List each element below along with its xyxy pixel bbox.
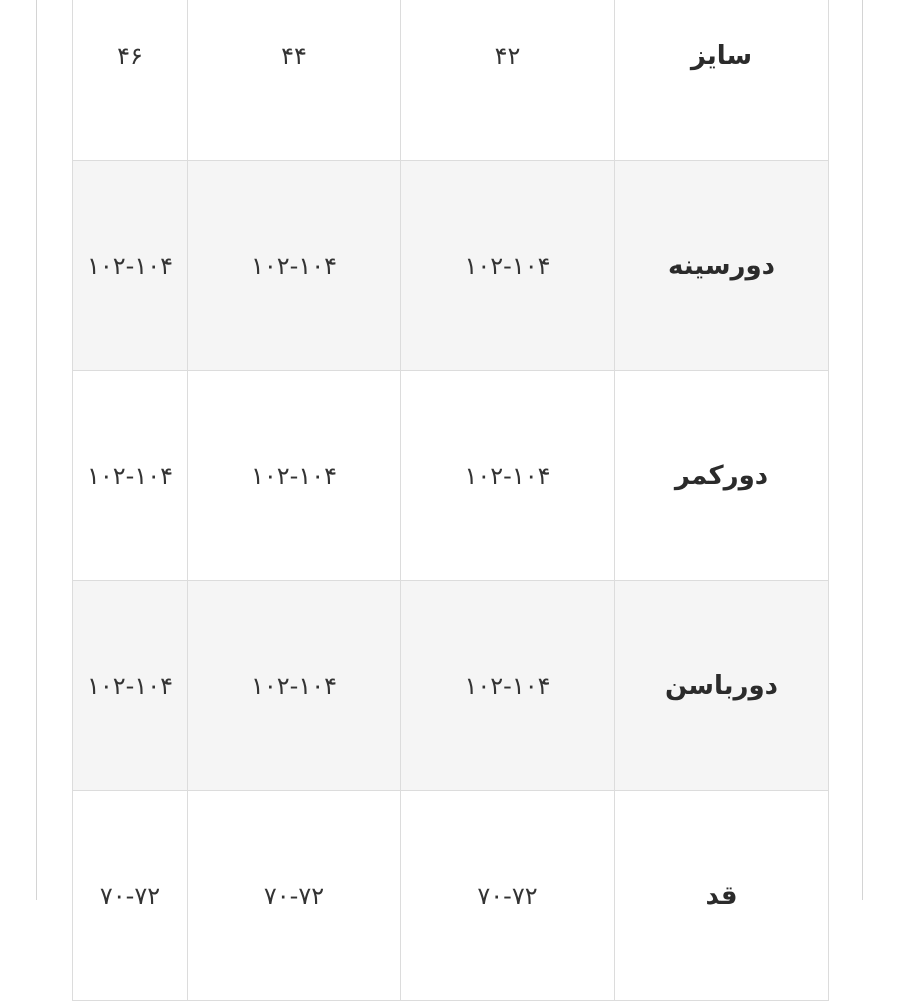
table-cell: ۷۰-۷۲ — [188, 791, 401, 1001]
table-cell: ۱۰۲-۱۰۴ — [73, 161, 188, 371]
table-row-waist — [73, 371, 829, 581]
table-cell: ۱۰۲-۱۰۴ — [188, 371, 401, 581]
table-cell: ۱۰۲-۱۰۴ — [401, 161, 615, 371]
table-row-hip — [73, 581, 829, 791]
table-cell: ۴۶ — [73, 0, 188, 161]
table-row-chest — [73, 161, 829, 371]
table-cell: ۱۰۲-۱۰۴ — [73, 581, 188, 791]
table-cell: ۷۰-۷۲ — [73, 791, 188, 1001]
row-label-size: سایز — [615, 0, 829, 161]
row-label-waist: دورکمر — [615, 371, 829, 581]
table-cell: ۴۴ — [188, 0, 401, 161]
table-row-length — [73, 791, 829, 1001]
table-cell: ۱۰۲-۱۰۴ — [188, 161, 401, 371]
table-cell: ۷۰-۷۲ — [401, 791, 615, 1001]
table-cell: ۱۰۲-۱۰۴ — [401, 581, 615, 791]
table-cell: ۴۲ — [401, 0, 615, 161]
row-label-length: قد — [615, 791, 829, 1001]
table-cell: ۱۰۲-۱۰۴ — [401, 371, 615, 581]
size-chart-table — [72, 0, 829, 1001]
row-label-chest: دورسینه — [615, 161, 829, 371]
row-label-hip: دورباسن — [615, 581, 829, 791]
table-row-size — [73, 0, 829, 161]
table-cell: ۱۰۲-۱۰۴ — [73, 371, 188, 581]
table-cell: ۱۰۲-۱۰۴ — [188, 581, 401, 791]
